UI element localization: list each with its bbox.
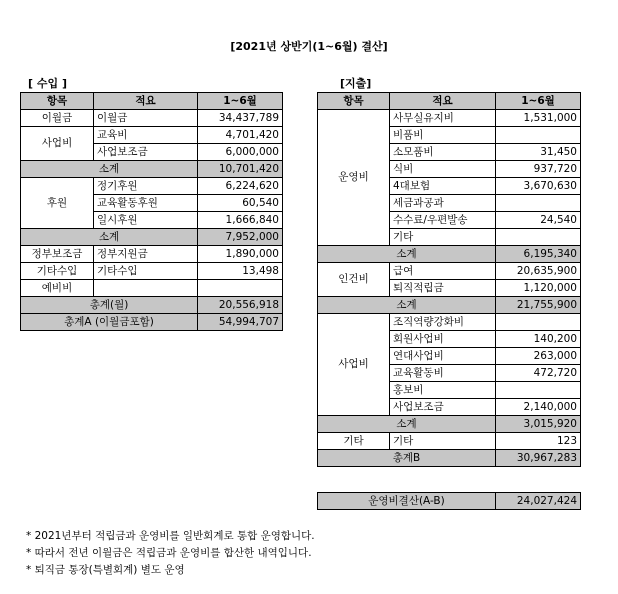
expense-subtotal-row — [318, 297, 581, 314]
subtotal-label: 소계 — [21, 161, 198, 178]
income-desc: 정부지원금 — [94, 246, 198, 263]
expense-subtotal-row — [318, 246, 581, 263]
expense-amount — [496, 195, 581, 212]
total-amount: 30,967,283 — [496, 450, 581, 467]
expense-desc: 사무실유지비 — [390, 110, 496, 127]
subtotal-label: 소계 — [318, 297, 496, 314]
income-header-period: 1~6월 — [198, 93, 283, 110]
expense-amount — [496, 229, 581, 246]
expense-table — [317, 92, 581, 467]
expense-amount: 31,450 — [496, 144, 581, 161]
balance-amount: 24,027,424 — [496, 493, 581, 510]
income-amount: 60,540 — [198, 195, 283, 212]
income-amount: 6,000,000 — [198, 144, 283, 161]
income-amount: 34,437,789 — [198, 110, 283, 127]
income-amount: 1,890,000 — [198, 246, 283, 263]
income-header-item: 항목 — [21, 93, 94, 110]
balance-table — [317, 492, 581, 510]
balance-row — [318, 493, 581, 510]
table-row — [318, 263, 581, 280]
expense-desc: 급여 — [390, 263, 496, 280]
income-amount: 1,666,840 — [198, 212, 283, 229]
expense-total-row — [318, 450, 581, 467]
expense-amount: 3,670,630 — [496, 178, 581, 195]
income-subtotal-row — [21, 161, 283, 178]
income-desc: 정기후원 — [94, 178, 198, 195]
expense-amount — [496, 382, 581, 399]
expense-amount: 123 — [496, 433, 581, 450]
note-line: * 따라서 전년 이월금은 적립금과 운영비를 합산한 내역입니다. — [26, 547, 312, 559]
report-title: [2021년 상반기(1~6월) 결산] — [230, 40, 388, 53]
total-label: 총계(월) — [21, 297, 198, 314]
income-amount: 4,701,420 — [198, 127, 283, 144]
income-category: 예비비 — [21, 280, 94, 297]
expense-desc: 조직역량강화비 — [390, 314, 496, 331]
income-header-desc: 적요 — [94, 93, 198, 110]
expense-header-item: 항목 — [318, 93, 390, 110]
income-category: 사업비 — [21, 127, 94, 161]
expense-amount: 140,200 — [496, 331, 581, 348]
income-category: 후원 — [21, 178, 94, 229]
income-amount: 13,498 — [198, 263, 283, 280]
table-row — [318, 433, 581, 450]
expense-amount: 24,540 — [496, 212, 581, 229]
table-row — [21, 246, 283, 263]
income-subtotal-row — [21, 229, 283, 246]
grand-total-amount: 54,994,707 — [198, 314, 283, 331]
subtotal-amount: 21,755,900 — [496, 297, 581, 314]
expense-desc: 퇴직적립금 — [390, 280, 496, 297]
expense-amount — [496, 314, 581, 331]
income-header-row — [21, 93, 283, 110]
expense-desc: 기타 — [390, 433, 496, 450]
income-category: 정부보조금 — [21, 246, 94, 263]
expense-amount: 937,720 — [496, 161, 581, 178]
subtotal-label: 소계 — [318, 416, 496, 433]
subtotal-amount: 6,195,340 — [496, 246, 581, 263]
expense-amount: 2,140,000 — [496, 399, 581, 416]
income-total-row — [21, 297, 283, 314]
expense-desc: 회원사업비 — [390, 331, 496, 348]
income-desc: 교육비 — [94, 127, 198, 144]
expense-desc: 사업보조금 — [390, 399, 496, 416]
expense-header-period: 1~6월 — [496, 93, 581, 110]
subtotal-amount: 10,701,420 — [198, 161, 283, 178]
table-row — [318, 110, 581, 127]
table-row — [21, 127, 283, 144]
expense-desc: 소모품비 — [390, 144, 496, 161]
table-row — [21, 178, 283, 195]
income-section-label: [ 수입 ] — [28, 77, 67, 90]
income-amount — [198, 280, 283, 297]
expense-header-row — [318, 93, 581, 110]
income-amount: 6,224,620 — [198, 178, 283, 195]
income-desc — [94, 280, 198, 297]
income-desc: 기타수입 — [94, 263, 198, 280]
total-label: 총계B — [318, 450, 496, 467]
note-line: * 퇴직금 통장(특별회계) 별도 운영 — [26, 564, 185, 576]
notes — [26, 528, 315, 579]
table-row — [21, 110, 283, 127]
expense-desc: 수수료/우편발송 — [390, 212, 496, 229]
subtotal-amount: 3,015,920 — [496, 416, 581, 433]
subtotal-amount: 7,952,000 — [198, 229, 283, 246]
table-row — [21, 280, 283, 297]
income-category: 이월금 — [21, 110, 94, 127]
expense-desc: 4대보험 — [390, 178, 496, 195]
income-category: 기타수입 — [21, 263, 94, 280]
expense-section-label: [지출] — [340, 77, 372, 90]
subtotal-label: 소계 — [318, 246, 496, 263]
expense-header-desc: 적요 — [390, 93, 496, 110]
note-line: * 2021년부터 적립금과 운영비를 일반회계로 통합 운영합니다. — [26, 530, 315, 542]
grand-total-label: 총계A (이월금포함) — [21, 314, 198, 331]
expense-amount: 472,720 — [496, 365, 581, 382]
expense-desc: 연대사업비 — [390, 348, 496, 365]
expense-category-etc: 기타 — [318, 433, 390, 450]
expense-subtotal-row — [318, 416, 581, 433]
income-desc: 일시후원 — [94, 212, 198, 229]
expense-amount — [496, 127, 581, 144]
expense-desc: 교육활동비 — [390, 365, 496, 382]
income-grand-total-row — [21, 314, 283, 331]
total-amount: 20,556,918 — [198, 297, 283, 314]
expense-category-business: 사업비 — [318, 314, 390, 416]
expense-amount: 263,000 — [496, 348, 581, 365]
expense-desc: 비품비 — [390, 127, 496, 144]
income-desc: 이월금 — [94, 110, 198, 127]
expense-category-personnel: 인건비 — [318, 263, 390, 297]
income-desc: 사업보조금 — [94, 144, 198, 161]
expense-desc: 기타 — [390, 229, 496, 246]
expense-amount: 1,120,000 — [496, 280, 581, 297]
expense-desc: 식비 — [390, 161, 496, 178]
expense-amount: 1,531,000 — [496, 110, 581, 127]
table-row — [21, 263, 283, 280]
balance-label: 운영비결산(A-B) — [318, 493, 496, 510]
income-desc: 교육활동후원 — [94, 195, 198, 212]
subtotal-label: 소계 — [21, 229, 198, 246]
table-row — [318, 314, 581, 331]
expense-desc: 세금과공과 — [390, 195, 496, 212]
income-table — [20, 92, 283, 331]
expense-desc: 홍보비 — [390, 382, 496, 399]
expense-amount: 20,635,900 — [496, 263, 581, 280]
expense-category-ops: 운영비 — [318, 110, 390, 246]
